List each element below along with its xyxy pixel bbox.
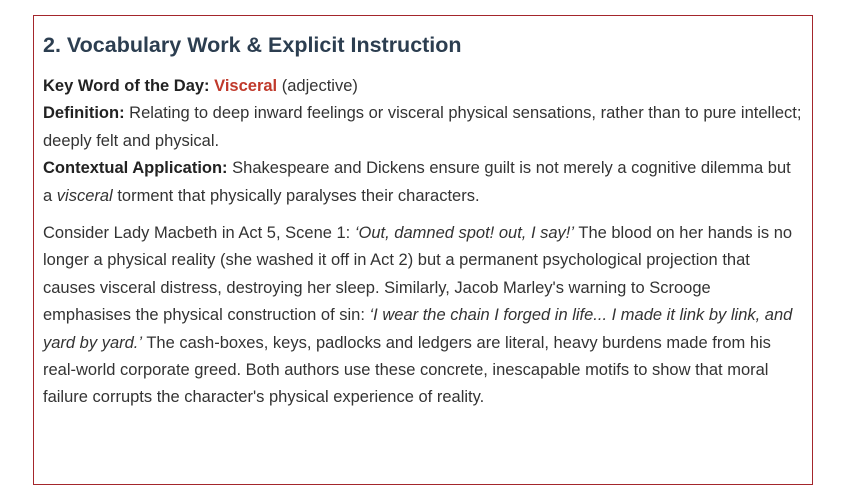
contextual-application-text-before: Shakespeare and Dickens ensure guilt is not merely a cognitive dilemma but a — [43, 159, 791, 205]
lady-macbeth-quote: ‘Out, damned spot! out, I say!’ — [354, 224, 575, 243]
contextual-application-text-after: torment that physically paralyses their characters. — [117, 186, 480, 205]
vocabulary-section — [33, 15, 813, 485]
contextual-application-label: Contextual Application: — [43, 159, 228, 178]
definition-label: Definition: — [43, 104, 125, 123]
analysis-text-2: The blood on her hands is no longer a physical reality (she washed it off in Act 2) but a permanent psychological projection that causes visceral distress, destroying her sleep. Similarly, Jacob Marley's warning to Scrooge emphasises the physical construction of sin: — [43, 224, 793, 325]
key-word-term: Visceral — [214, 77, 278, 95]
analysis-paragraph — [43, 220, 803, 412]
section-heading: 2. Vocabulary Work & Explicit Instruction — [43, 33, 462, 57]
contextual-application-italic-word: visceral — [56, 186, 113, 205]
analysis-text-1: Consider Lady Macbeth in Act 5, Scene 1: — [43, 224, 351, 243]
definition-text: Relating to deep inward feelings or visceral physical sensations, rather than to pure intellect; deeply felt and physical. — [43, 104, 802, 150]
analysis-text-3: The cash-boxes, keys, padlocks and ledgers are literal, heavy burdens made from his real-world corporate greed. Both authors use these concrete, inescapable motifs to show that moral failure corrupts the character's physical experience of reality. — [43, 333, 771, 407]
key-word-label: Key Word of the Day: — [43, 77, 210, 95]
marley-quote: ‘I wear the chain I forged in life... I made it link by link, and yard by yard.’ — [43, 306, 793, 352]
part-of-speech: (adjective) — [281, 77, 358, 95]
key-word-definition-block — [43, 73, 803, 210]
